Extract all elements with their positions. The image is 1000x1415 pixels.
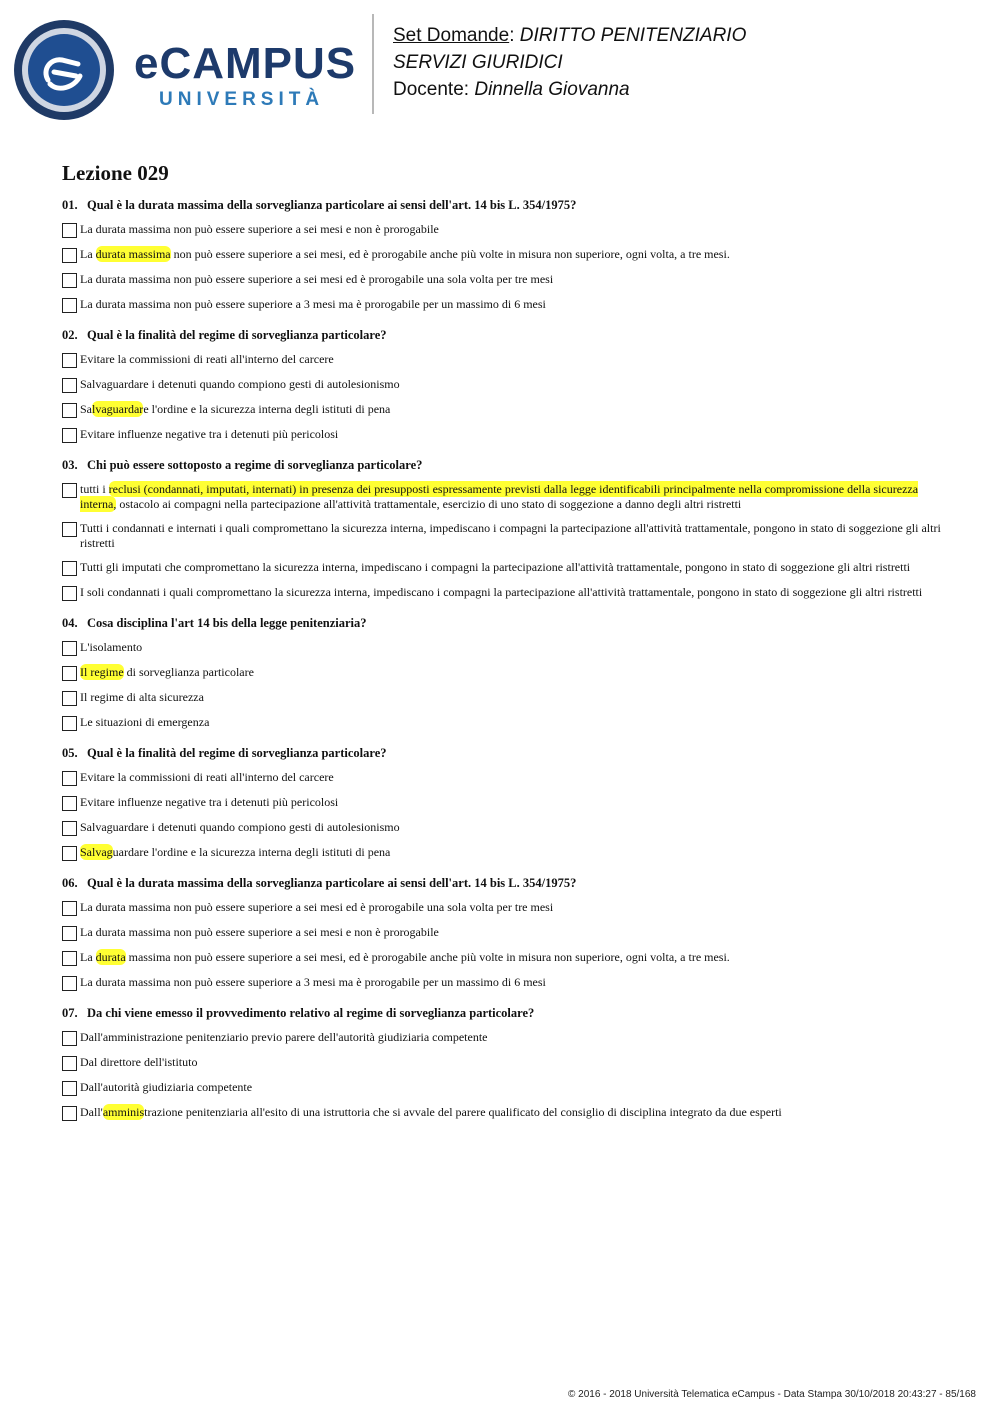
answer-checkbox[interactable] (62, 926, 77, 941)
answer-text-pre: Evitare la commissioni di reati all'interno del carcere (80, 352, 334, 366)
answer-option[interactable] (62, 297, 942, 313)
answer-text (80, 377, 942, 392)
answer-text (80, 585, 942, 600)
question-number: 04. (62, 616, 78, 630)
answer-text (80, 665, 942, 680)
answer-text (80, 402, 942, 417)
set-line: Set Domande: DIRITTO PENITENZIARIO (393, 25, 747, 46)
answer-checkbox[interactable] (62, 522, 77, 537)
question-number: 02. (62, 328, 78, 342)
answer-checkbox[interactable] (62, 641, 77, 656)
lesson-title: Lezione 029 (62, 161, 169, 185)
answer-text (80, 222, 942, 237)
answer-checkbox[interactable] (62, 428, 77, 443)
answer-text-pre: I soli condannati i quali compromettano la sicurezza interna, impediscano i compagni la partecipazione all'attività trattamentale, pongono in stato di soggezione gli altri ristretti (80, 585, 923, 599)
answer-option[interactable] (62, 272, 942, 288)
question-number: 07. (62, 1006, 78, 1020)
logo-brand-text: eCAMPUS (134, 39, 357, 88)
question-text: Qual è la finalità del regime di sorveglianza particolare? (87, 746, 387, 760)
answer-text (80, 482, 942, 512)
answer-checkbox[interactable] (62, 298, 77, 313)
answer-text-pre: Dall'amministrazione penitenziario previo parere dell'autorità giudiziaria competente (80, 1030, 488, 1044)
question-number: 05. (62, 746, 78, 760)
answer-option[interactable] (62, 665, 942, 681)
answer-text (80, 640, 942, 655)
answer-option[interactable] (62, 560, 942, 576)
course: SERVIZI GIURIDICI (393, 52, 563, 73)
answer-text-post: non può essere superiore a sei mesi, ed è prorogabile anche più volte in misura non superiore, ogni volta, a tre mesi. (170, 247, 730, 261)
course-line (393, 49, 746, 76)
question-block (62, 327, 942, 443)
answer-text-pre: tutti i (80, 482, 109, 496)
answer-checkbox[interactable] (62, 1056, 77, 1071)
answer-option[interactable] (62, 690, 942, 706)
answer-checkbox[interactable] (62, 561, 77, 576)
question-block (62, 875, 942, 991)
answer-option[interactable] (62, 1080, 942, 1096)
page-footer: © 2016 - 2018 Università Telematica eCampus - Data Stampa 30/10/2018 20:43:27 - 85/168 (568, 1389, 976, 1400)
question-number: 01. (62, 198, 78, 212)
answer-option[interactable] (62, 521, 942, 551)
answer-highlight: durata (95, 950, 126, 964)
answer-checkbox[interactable] (62, 796, 77, 811)
answer-text-pre: Evitare influenze negative tra i detenuti più pericolosi (80, 427, 339, 441)
answer-checkbox[interactable] (62, 976, 77, 991)
answer-text (80, 352, 942, 367)
question-block (62, 457, 942, 601)
answer-checkbox[interactable] (62, 248, 77, 263)
answer-text-pre: La durata massima non può essere superiore a 3 mesi ma è prorogabile per un massimo di 6 mesi (80, 297, 546, 311)
answer-option[interactable] (62, 1055, 942, 1071)
answer-text-pre: La durata massima non può essere superiore a sei mesi e non è prorogabile (80, 925, 439, 939)
answer-checkbox[interactable] (62, 403, 77, 418)
question-heading (62, 327, 942, 343)
question-text: Da chi viene emesso il provvedimento relativo al regime di sorveglianza particolare? (87, 1006, 535, 1020)
answer-option[interactable] (62, 377, 942, 393)
header-info (393, 22, 746, 103)
answer-checkbox[interactable] (62, 771, 77, 786)
answer-text (80, 272, 942, 287)
answer-checkbox[interactable] (62, 353, 77, 368)
question-text: Qual è la durata massima della sorveglianza particolare ai sensi dell'art. 14 bis L. 354/1975? (87, 198, 577, 212)
answer-checkbox[interactable] (62, 223, 77, 238)
answer-option[interactable] (62, 820, 942, 836)
question-heading (62, 197, 942, 213)
answer-text-pre: Tutti i condannati e internati i quali compromettano la sicurezza interna, impediscano i compagni la partecipazione all'attività trattamentale, pongono in stato di soggezione gli altri ristretti (80, 521, 941, 550)
answer-text (80, 795, 942, 810)
answer-option[interactable] (62, 352, 942, 368)
answer-option[interactable] (62, 770, 942, 786)
answer-text (80, 1105, 942, 1120)
answer-text-post: di sorveglianza particolare (123, 665, 254, 679)
subject: DIRITTO PENITENZIARIO (519, 25, 747, 46)
question-heading (62, 457, 942, 473)
answer-text (80, 560, 942, 575)
answer-text (80, 247, 942, 262)
answer-text (80, 975, 942, 990)
answer-text-pre: La durata massima non può essere superiore a sei mesi ed è prorogabile una sola volta per tre mesi (80, 272, 554, 286)
answer-text (80, 427, 942, 442)
answer-checkbox[interactable] (62, 951, 77, 966)
logo-e-icon (28, 34, 100, 106)
answer-text (80, 770, 942, 785)
question-number: 03. (62, 458, 78, 472)
answer-text-pre: Le situazioni di emergenza (80, 715, 210, 729)
question-number: 06. (62, 876, 78, 890)
answer-option[interactable] (62, 247, 942, 263)
answer-text (80, 820, 942, 835)
question-text: Cosa disciplina l'art 14 bis della legge penitenziaria? (87, 616, 367, 630)
answer-text-pre: Salvaguardare i detenuti quando compiono gesti di autolesionismo (80, 820, 400, 834)
answer-text (80, 1030, 942, 1045)
question-heading (62, 615, 942, 631)
question-text: Qual è la finalità del regime di sorveglianza particolare? (87, 328, 387, 342)
question-text: Chi può essere sottoposto a regime di sorveglianza particolare? (87, 458, 423, 472)
answer-option[interactable] (62, 222, 942, 238)
answer-text (80, 1055, 942, 1070)
answer-text-pre: Dall' (80, 1105, 103, 1119)
answer-checkbox[interactable] (62, 1081, 77, 1096)
answer-text (80, 297, 942, 312)
answer-checkbox[interactable] (62, 691, 77, 706)
question-heading (62, 745, 942, 761)
answer-option[interactable] (62, 640, 942, 656)
answer-text-pre: Evitare influenze negative tra i detenuti più pericolosi (80, 795, 339, 809)
answer-highlight: Salvag (80, 845, 113, 859)
answer-text (80, 925, 942, 940)
answer-checkbox[interactable] (62, 901, 77, 916)
question-block (62, 1005, 942, 1121)
answer-option[interactable] (62, 482, 942, 512)
teacher-line: Docente: Dinnella Giovanna (393, 79, 630, 100)
set-label: Set Domande (393, 25, 510, 46)
answer-text-pre: La durata massima non può essere superiore a 3 mesi ma è prorogabile per un massimo di 6 mesi (80, 975, 546, 989)
answer-text-pre: La durata massima non può essere superiore a sei mesi e non è prorogabile (80, 222, 439, 236)
answer-text (80, 845, 942, 860)
ecampus-logo (14, 20, 364, 120)
answer-highlight: lvaguardar (92, 402, 144, 416)
header-divider (372, 14, 374, 114)
question-text: Qual è la durata massima della sorveglianza particolare ai sensi dell'art. 14 bis L. 354/1975? (87, 876, 577, 890)
answer-option[interactable] (62, 950, 942, 966)
answer-option[interactable] (62, 1030, 942, 1046)
logo-sub-text: UNIVERSITÀ (159, 89, 325, 110)
teacher: Dinnella Giovanna (474, 79, 630, 100)
answer-checkbox[interactable] (62, 586, 77, 601)
answer-text-pre: La (80, 950, 96, 964)
answer-text-pre: Salvaguardare i detenuti quando compiono gesti di autolesionismo (80, 377, 400, 391)
question-list (62, 197, 942, 1135)
answer-checkbox[interactable] (62, 378, 77, 393)
question-heading (62, 875, 942, 891)
answer-highlight: durata massima (95, 247, 171, 261)
answer-highlight: Il regime (80, 665, 124, 679)
answer-text (80, 900, 942, 915)
answer-text-pre: La durata massima non può essere superiore a sei mesi ed è prorogabile una sola volta per tre mesi (80, 900, 554, 914)
answer-text (80, 1080, 942, 1095)
answer-text-post: e l'ordine e la sicurezza interna degli istituti di pena (143, 402, 391, 416)
answer-option[interactable] (62, 427, 942, 443)
answer-checkbox[interactable] (62, 846, 77, 861)
answer-text (80, 690, 942, 705)
answer-option[interactable] (62, 585, 942, 601)
answer-checkbox[interactable] (62, 1031, 77, 1046)
question-block (62, 745, 942, 861)
answer-text-pre: L'isolamento (80, 640, 143, 654)
answer-text-post: massima non può essere superiore a sei mesi, ed è prorogabile anche più volte in misura non superiore, ogni volta, a tre mesi. (125, 950, 730, 964)
answer-option[interactable] (62, 925, 942, 941)
answer-text-pre: Evitare la commissioni di reati all'interno del carcere (80, 770, 334, 784)
answer-text-pre: La (80, 247, 96, 261)
answer-option[interactable] (62, 795, 942, 811)
answer-checkbox[interactable] (62, 483, 77, 498)
answer-option[interactable] (62, 975, 942, 991)
answer-text (80, 950, 942, 965)
question-block (62, 197, 942, 313)
answer-checkbox[interactable] (62, 666, 77, 681)
answer-checkbox[interactable] (62, 821, 77, 836)
answer-text-post: ostacolo ai compagni nella partecipazione all'attività trattamentale, esercizio di uno stato di soggezione a danno degli altri ristretti (116, 497, 742, 511)
answer-text-pre: Tutti gli imputati che compromettano la sicurezza interna, impediscano i compagni la partecipazione all'attività trattamentale, pongono in stato di soggezione gli altri ristretti (80, 560, 911, 574)
answer-option[interactable] (62, 900, 942, 916)
answer-checkbox[interactable] (62, 1106, 77, 1121)
answer-checkbox[interactable] (62, 273, 77, 288)
answer-option[interactable] (62, 1105, 942, 1121)
answer-text-post: uardare l'ordine e la sicurezza interna degli istituti di pena (112, 845, 391, 859)
answer-highlight: reclusi (condannati, imputati, internati) in presenza dei presupposti espressamente previsti dalla legge identificabili principalmente nella compromissione della sicurezza interna, (80, 482, 919, 511)
answer-text-pre: Dall'autorità giudiziaria competente (80, 1080, 253, 1094)
answer-option[interactable] (62, 402, 942, 418)
question-heading (62, 1005, 942, 1021)
teacher-label: Docente (393, 79, 464, 100)
answer-option[interactable] (62, 715, 942, 731)
answer-text (80, 521, 942, 551)
answer-text-pre: Dal direttore dell'istituto (80, 1055, 198, 1069)
answer-highlight: amminis (102, 1105, 145, 1119)
answer-text (80, 715, 942, 730)
answer-checkbox[interactable] (62, 716, 77, 731)
answer-text-post: trazione penitenziaria all'esito di una istruttoria che si avvale del parere qualificato del consiglio di disciplina integrato da due esperti (144, 1105, 782, 1119)
answer-text-pre: Sa (80, 402, 92, 416)
answer-text-pre: Il regime di alta sicurezza (80, 690, 204, 704)
answer-option[interactable] (62, 845, 942, 861)
question-block (62, 615, 942, 731)
